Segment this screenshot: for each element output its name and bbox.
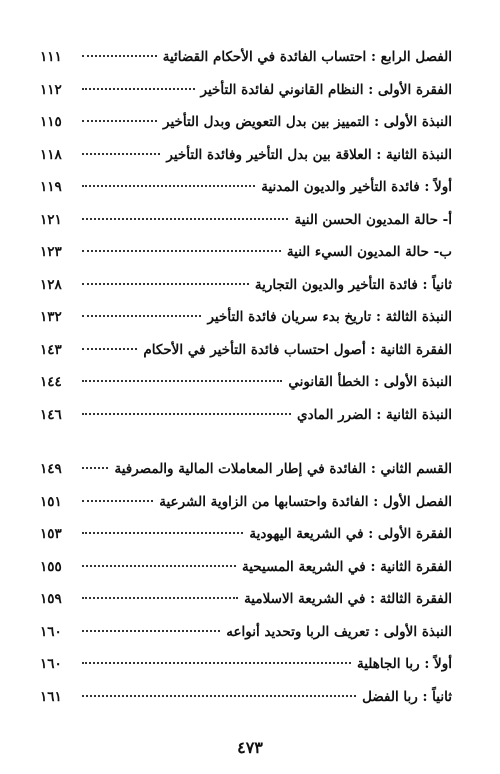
toc-entry-title: النبذة الأولى : تعريف الربا وتحديد أنواعه [226,623,452,640]
toc-page-number: ١٥٣ [40,526,62,542]
toc-row [40,308,452,341]
toc-entry-title: أولاً : فائدة التأخير والديون المدنية [261,179,452,195]
toc-page-number: ١١٢ [40,81,62,98]
toc-row [40,276,452,309]
toc-page-number: ١٥٥ [40,558,62,575]
toc-entry-title: الفقرة الثانية : في الشريعة المسيحية [241,558,452,575]
toc-row [40,81,452,114]
dot-leader [82,283,249,285]
toc-page-number: ١٦٠ [40,623,62,640]
toc-entry-title: القسم الثاني : الفائدة في إطار المعاملات المالية والمصرفية [114,461,452,477]
toc-row [40,623,452,656]
toc-row [40,460,452,493]
toc-entry-title: ثانياً : فائدة التأخير والديون التجارية [254,276,452,293]
toc-entry-title: الفقرة الثالثة : في الشريعة الاسلامية [244,591,452,607]
toc-page-number: ١٢١ [40,211,62,228]
toc-entry-title: الفصل الرابع : احتساب الفائدة في الأحكام القضائية [162,49,452,65]
toc-row [40,590,452,623]
toc-page-number: ١٤٤ [40,374,62,390]
dot-leader [82,380,282,382]
toc-page-number: ١٤٦ [40,406,62,423]
dot-leader [82,630,220,632]
dot-leader [82,597,238,599]
toc-page-number: ١٢٨ [40,276,62,293]
dot-leader [82,695,356,697]
toc-page-number: ١٦١ [40,688,62,705]
dot-leader [82,315,201,317]
toc-row [40,146,452,179]
toc-page-number: ١٥١ [40,493,62,510]
toc-row [40,688,452,721]
toc-row [40,113,452,146]
dot-leader [82,153,160,155]
toc-page-number: ١٥٩ [40,591,62,607]
dot-leader [82,250,281,252]
dot-leader [82,88,195,90]
page-number: ٤٧٣ [237,738,263,757]
toc-entry-title: النبذة الأولى : التمييز بين بدل التعويض وبدل التأخير [163,114,452,130]
toc-row [40,48,452,81]
toc-page-number: ١٣٢ [40,309,62,325]
toc-row [40,655,452,688]
dot-leader [82,565,236,567]
toc-entry-title: الفصل الأول : الفائدة واحتسابها من الزاوية الشرعية [159,493,452,510]
dot-leader [82,532,243,534]
dot-leader [82,662,351,664]
toc-row [40,211,452,244]
toc-entry-title: ثانياً : ربا الفضل [362,688,452,705]
dot-leader [82,55,157,57]
toc-entry-title: النبذة الثانية : العلاقة بين بدل التأخير وفائدة التأخير [166,146,452,163]
toc-entry-title: ب- حالة المديون السيء النية [286,244,452,260]
toc-entry-title: أ- حالة المديون الحسن النية [294,211,452,228]
dot-leader [82,500,153,502]
dot-leader [82,218,288,220]
toc-page-number: ١٦٠ [40,656,62,672]
toc-entry-title: الفقرة الثانية : أصول احتساب فائدة التأخير في الأحكام [143,341,452,358]
toc-entry-title: النبذة الأولى : الخطأ القانوني [288,374,452,390]
toc-entry-title: أولاً : ربا الجاهلية [356,656,452,672]
dot-leader [82,413,291,415]
toc-row [40,178,452,211]
toc-entry-title: النبذة الثالثة : تاريخ بدء سريان فائدة التأخير [207,309,452,325]
toc-page-number: ١٤٣ [40,341,62,358]
toc-row [40,406,452,439]
toc-row [40,341,452,374]
dot-leader [82,348,137,350]
toc-row [40,493,452,526]
toc-entry-title: الفقرة الأولى : في الشريعة اليهودية [249,526,452,542]
dot-leader [82,185,255,187]
dot-leader [82,120,157,122]
toc-group-2 [40,460,452,720]
toc-page-number: ١١٩ [40,179,62,195]
toc-row [40,373,452,406]
toc-page-number: ١١١ [40,49,62,65]
toc-group-1 [40,48,452,438]
toc-row [40,243,452,276]
toc-row [40,525,452,558]
toc-page-number: ١١٥ [40,114,62,130]
toc-row [40,558,452,591]
toc-entry-title: الفقرة الأولى : النظام القانوني لفائدة التأخير [200,81,452,98]
toc-entry-title: النبذة الثانية : الضرر المادي [297,406,452,423]
toc-page-number: ١١٨ [40,146,62,163]
toc-page-number: ١٤٩ [40,461,62,477]
toc-page-number: ١٢٣ [40,244,62,260]
dot-leader [82,467,108,469]
